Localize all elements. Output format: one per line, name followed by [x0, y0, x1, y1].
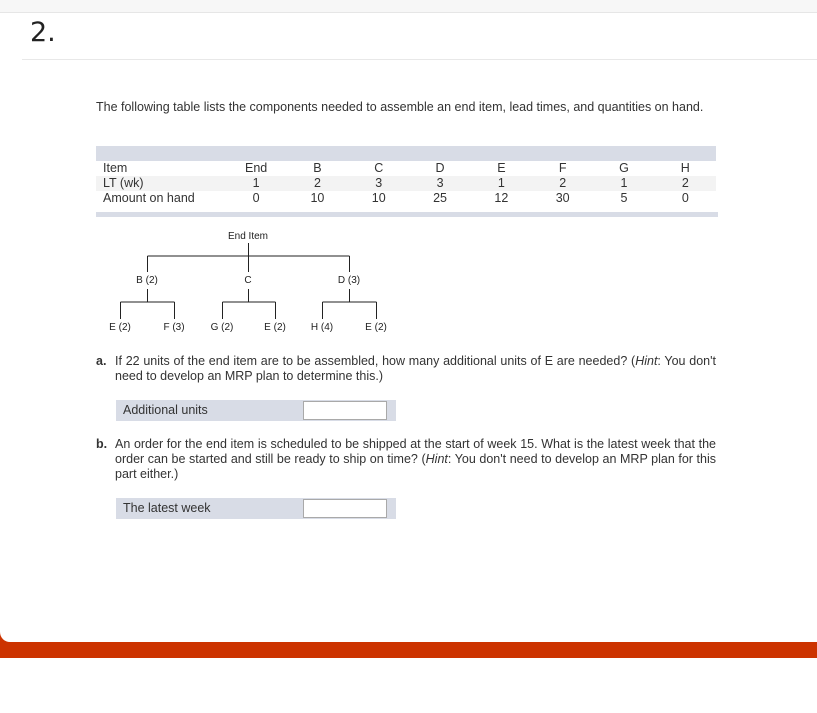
cell: 10 — [371, 191, 386, 205]
tree-node-h: H (4) — [310, 322, 334, 333]
product-structure-tree — [96, 225, 406, 340]
answer-label: The latest week — [123, 501, 211, 515]
part-text — [115, 354, 716, 384]
top-strip — [0, 0, 817, 13]
cell: 10 — [310, 191, 325, 205]
text: : You don't need to develop an MRP plan for this part either.) — [115, 452, 716, 481]
tree-node-f: F (3) — [163, 322, 185, 333]
cell: 2 — [681, 176, 689, 190]
row-label: Amount on hand — [103, 191, 195, 205]
part-b-question — [96, 437, 716, 482]
cell: End — [244, 161, 268, 175]
table-row-lead-time — [96, 176, 716, 191]
cell: B — [313, 161, 322, 175]
answer-row-additional-units — [116, 400, 396, 421]
cell: 30 — [555, 191, 570, 205]
cell: 2 — [313, 176, 321, 190]
tree-node-g: G (2) — [210, 322, 234, 333]
cell: 1 — [497, 176, 505, 190]
cell: 1 — [620, 176, 628, 190]
cell: 3 — [436, 176, 444, 190]
answer-label: Additional units — [123, 403, 208, 417]
cell: 1 — [252, 176, 260, 190]
question-intro: The following table lists the components needed to assemble an end item, lead times, and quantities on hand. — [96, 100, 704, 114]
question-number: 2. — [30, 17, 56, 48]
row-label: Item — [103, 161, 128, 175]
cell: H — [680, 161, 690, 175]
text: If 22 units of the end item are to be assembled, how many additional units of E are needed? ( — [115, 354, 636, 368]
row-label: LT (wk) — [103, 176, 144, 190]
latest-week-input[interactable] — [303, 499, 387, 518]
cell: 12 — [494, 191, 509, 205]
hint-label: Hint — [425, 452, 448, 466]
tree-node-e: E (2) — [109, 322, 131, 333]
text: An order for the end item is scheduled to be shipped at the start of week 15. What is the latest week that the order can be started and still be ready to ship on time? ( — [115, 437, 716, 466]
tree-node-e: E (2) — [365, 322, 387, 333]
cell: 0 — [681, 191, 689, 205]
cell: 3 — [375, 176, 383, 190]
table-row-item — [96, 161, 716, 176]
tree-node-root: End Item — [227, 231, 269, 242]
tree-node-c: C — [244, 275, 252, 286]
table-footer-band — [96, 212, 718, 217]
footer-accent-bar — [0, 642, 817, 658]
answer-row-latest-week — [116, 498, 396, 519]
cell: 25 — [433, 191, 447, 205]
card-corner — [0, 632, 10, 642]
tree-node-d: D (3) — [337, 275, 361, 286]
cell: 2 — [559, 176, 567, 190]
components-table — [96, 146, 716, 217]
part-text — [115, 437, 716, 482]
part-letter: a. — [96, 354, 107, 368]
cell: 0 — [252, 191, 260, 205]
table-header-band — [96, 146, 716, 161]
text: : You don't need to develop an MRP plan to determine this.) — [115, 354, 716, 383]
cell: C — [374, 161, 384, 175]
cell: 5 — [620, 191, 628, 205]
hint-label: Hint — [635, 354, 658, 368]
tree-node-b: B (2) — [136, 275, 158, 286]
additional-units-input[interactable] — [303, 401, 387, 420]
table-row-on-hand — [96, 191, 716, 206]
divider — [22, 59, 817, 60]
cell: G — [619, 161, 629, 175]
cell: D — [435, 161, 445, 175]
cell: F — [558, 161, 567, 175]
part-letter: b. — [96, 437, 108, 451]
cell: E — [497, 161, 506, 175]
tree-node-e: E (2) — [264, 322, 286, 333]
part-a-question — [96, 354, 716, 384]
